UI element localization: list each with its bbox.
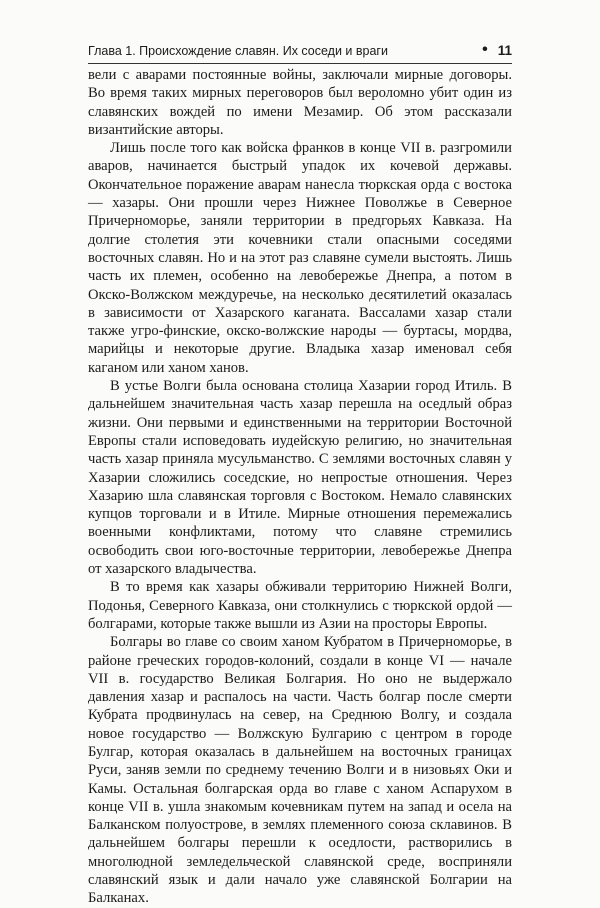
running-header	[88, 42, 512, 64]
paragraph: вели с аварами постоянные войны, заключали мирные договоры. Во время таких мирных переговоров был вероломно убит один из славянских вождей по имени Мезамир. Об этом рассказали византийские авторы.	[88, 67, 512, 138]
paragraph: В то время как хазары обживали территорию Нижней Волги, Подонья, Северного Кавказа, они столкнулись с тюркской ордой — болгарами, которые также вышли из Азии на просторы Европы.	[88, 579, 512, 632]
paragraph: В устье Волги была основана столица Хазарии город Итиль. В дальнейшем значительная часть хазар перешла на оседлый образ жизни. Они первыми и единственными на территории Восточной Европы стали исповедовать иудейскую религию, но значительная часть хазар приняла мусульманство. С землями восточных славян у Хазарии сложились соседские, но непростые отношения. Через Хазарию шла славянская торговля с Востоком. Немало славянских купцов торговали и в Итиле. Мирные отношения перемежались военными конфликтами, потому что славяне стремились освободить свои юго-восточные территории, левобережье Днепра от хазарского владычества.	[88, 378, 512, 578]
page-number: 11	[497, 42, 512, 58]
paragraph: Лишь после того как войска франков в конце VII в. разгромили аваров, начинается быстрый упадок их кочевой державы. Окончательное поражение аварам нанесла тюркская орда с востока — хазары. Они прошли через Нижнее Поволжье в Северное Причерноморье, заняли территории в предгорьях Кавказа. На долгие столетия эти кочевники стали опасными соседями восточных славян. Но и на этот раз славяне сумели выстоять. Лишь часть их племен, особенно на левобережье Днепра, а потом в Окско-Волжском междуречье, на несколько десятилетий оказалась в зависимости от Хазарского каганата. Вассалами хазар стали также угро-финские, окско-волжские народы — буртасы, мордва, марийцы и некоторые другие. Владыка хазар именовал себя каганом или ханом ханов.	[88, 140, 512, 376]
chapter-title: Глава 1. Происхождение славян. Их соседи и враги	[88, 44, 388, 58]
paragraph: Болгары во главе со своим ханом Кубратом в Причерноморье, в районе греческих городов-колоний, создали в конце VI — начале VII в. государство Великая Болгария. Но оно не выдержало давления хазар и распалось на части. Часть болгар после смерти Кубрата продвинулась на север, на Среднюю Волгу, и создала новое государство — Волжскую Булгарию с центром в городе Булгар, которая оказалась в дальнейшем на восточных границах Руси, заняв земли по среднему течению Волги и в низовьях Оки и Камы. Остальная болгарская орда во главе с ханом Аспарухом в конце VII в. ушла знакомым кочевникам путем на запад и осела на Балканском полуострове, в землях племенного союза склавинов. В дальнейшем болгары перешли к оседлости, растворились в многолюдной земледельческой славянской среде, восприняли славянский язык и дали начало уже славянской Болгарии на Балканах.	[88, 634, 512, 907]
bullet-icon: •	[482, 41, 488, 58]
page-number-group	[482, 42, 512, 58]
body-text	[88, 66, 512, 908]
